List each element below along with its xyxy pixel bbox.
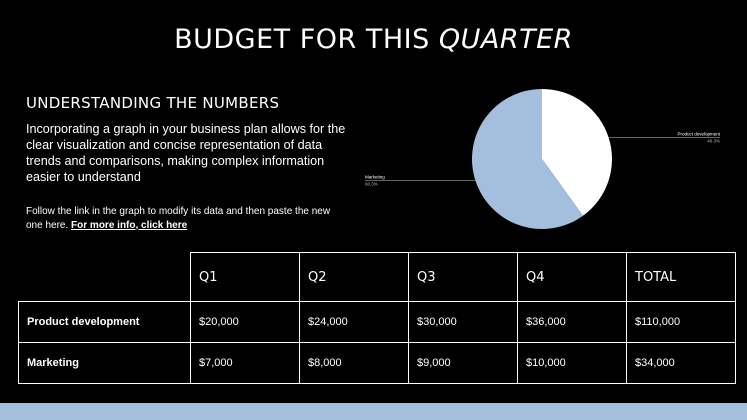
table-cell: $9,000 (409, 343, 518, 384)
table-cell: $36,000 (518, 302, 627, 343)
header-q1: Q1 (191, 253, 300, 302)
header-total: TOTAL (627, 253, 736, 302)
row-label: Marketing (19, 343, 191, 384)
row-label: Product development (19, 302, 191, 343)
pie-value-label: 60.3% (365, 181, 378, 187)
table-cell: $110,000 (627, 302, 736, 343)
pie-chart-svg (340, 75, 740, 245)
pie-chart[interactable] (340, 75, 740, 245)
title-emphasis: QUARTER (438, 24, 573, 55)
table-cell: $34,000 (627, 343, 736, 384)
table-header-row (19, 253, 736, 302)
pie-label: Product development (677, 131, 720, 137)
pie-label: Marketing (365, 174, 385, 180)
table-cell: $7,000 (191, 343, 300, 384)
table-cell: $10,000 (518, 343, 627, 384)
body-paragraph: Incorporating a graph in your business plan allows for the clear visualization and concise representation of data trends and comparisons, making complex information easier to understand (26, 122, 346, 184)
header-q4: Q4 (518, 253, 627, 302)
pie-value-label: 40.3% (707, 138, 720, 144)
table-row (19, 302, 736, 343)
table-cell: $30,000 (409, 302, 518, 343)
title-main: BUDGET FOR THIS (174, 24, 439, 55)
table-cell: $20,000 (191, 302, 300, 343)
header-q3: Q3 (409, 253, 518, 302)
table-cell: $24,000 (300, 302, 409, 343)
table-cell: $8,000 (300, 343, 409, 384)
section-heading: UNDERSTANDING THE NUMBERS (26, 94, 280, 112)
header-q2: Q2 (300, 253, 409, 302)
budget-table (18, 252, 736, 384)
table-corner-cell (19, 253, 191, 302)
follow-paragraph (26, 205, 346, 232)
footer-accent-bar (0, 403, 747, 420)
slide-title (0, 24, 747, 55)
table-row (19, 343, 736, 384)
follow-text: Follow the link in the graph to modify its data and then paste the new one here. (26, 206, 331, 231)
more-info-link[interactable]: For more info, click here (71, 219, 188, 231)
